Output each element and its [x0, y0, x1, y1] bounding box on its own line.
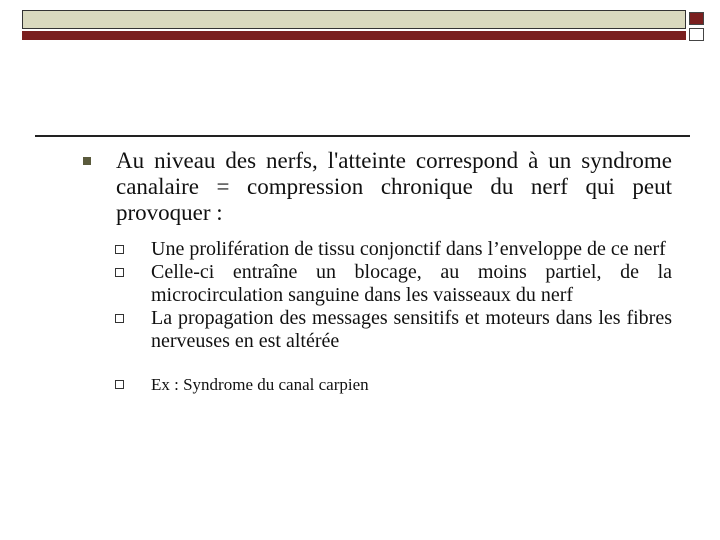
main-bullet-text: Au niveau des nerfs, l'atteinte correspond à un syndrome canalaire = compression chronique du nerf qui peut provoquer :	[116, 148, 672, 225]
hollow-square-bullet-icon	[115, 314, 124, 323]
sub-bullet-item	[80, 307, 672, 353]
example-text: Ex : Syndrome du canal carpien	[151, 375, 369, 394]
corner-square-white	[689, 28, 704, 41]
sub-bullet-list	[80, 238, 672, 396]
hollow-square-bullet-icon	[115, 268, 124, 277]
example-item	[80, 373, 672, 396]
corner-square-red	[689, 12, 704, 25]
sub-bullet-item	[80, 238, 672, 261]
hollow-square-bullet-icon	[115, 380, 124, 389]
sub-bullet-text: Une prolifération de tissu conjonctif dans l’enveloppe de ce nerf	[151, 238, 666, 260]
slide-content	[80, 148, 672, 396]
top-bar-olive-stripe	[22, 10, 686, 29]
title-divider	[35, 135, 690, 137]
top-decorative-bar	[22, 10, 686, 40]
filled-square-bullet-icon	[83, 157, 91, 165]
sub-bullet-item	[80, 261, 672, 307]
sub-bullet-text: Celle-ci entraîne un blocage, au moins partiel, de la microcirculation sanguine dans les vaisseaux du nerf	[151, 261, 672, 306]
main-bullet-item	[80, 148, 672, 226]
sub-bullet-text: La propagation des messages sensitifs et moteurs dans les fibres nerveuses en est altérée	[151, 307, 672, 352]
hollow-square-bullet-icon	[115, 245, 124, 254]
top-bar-maroon-stripe	[22, 31, 686, 40]
